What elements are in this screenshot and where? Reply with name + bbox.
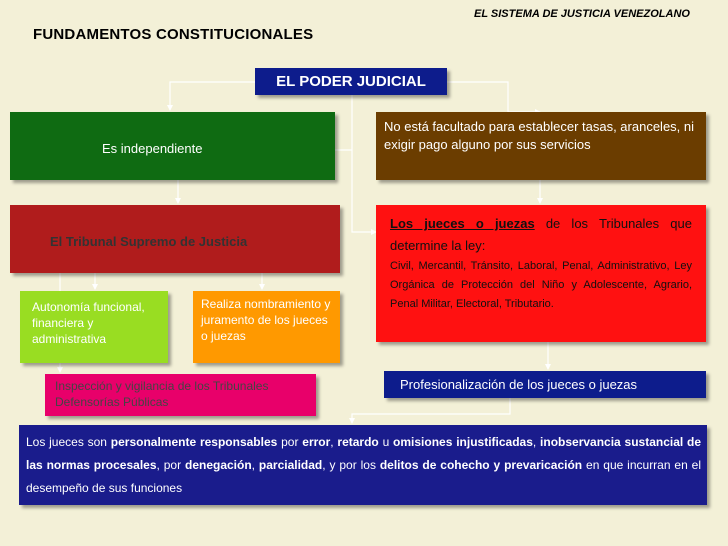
resp-text-4: u: [378, 435, 394, 449]
resp-text-5: ,: [532, 435, 541, 449]
resp-bold-7: parcialidad: [258, 458, 323, 472]
page-title: FUNDAMENTOS CONSTITUCIONALES: [33, 26, 314, 43]
resp-text-8: , y por los: [322, 458, 380, 472]
independiente-box: [10, 112, 335, 180]
resp-text-2: por: [277, 435, 303, 449]
resp-bold-8: delitos de cohecho y prevaricación: [379, 458, 583, 472]
presentation-subtitle: EL SISTEMA DE JUSTICIA VENEZOLANO: [474, 8, 690, 20]
tribunal-supremo-box: [10, 205, 340, 273]
jueces-lead-bold: Los jueces o juezas: [390, 216, 535, 231]
poder-judicial-box: EL PODER JUDICIAL: [255, 68, 447, 95]
connector-root-to-tasas: [447, 82, 540, 112]
jueces-list: Civil, Mercantil, Tránsito, Laboral, Penal, Administrativo, Ley Orgánica de Protección del Niño y Adolescente, Agrario, Penal Militar, Electoral, Tributario.: [390, 260, 692, 310]
resp-bold-1: personalmente responsables: [110, 435, 278, 449]
resp-text-1: Los jueces son: [26, 435, 111, 449]
resp-bold-2: error: [302, 435, 331, 449]
profesionalizacion-box: Profesionalización de los jueces o juezas: [384, 371, 706, 398]
resp-text-9: en que incurran en el desempeño de sus funciones: [26, 458, 701, 495]
jueces-lead-rest: de los Tribunales que determine la ley:: [390, 216, 692, 253]
resp-bold-6: denegación: [184, 458, 252, 472]
connector-to-responsabilidad: [352, 398, 510, 423]
resp-bold-5: inobservancia sustancial de las normas procesales: [26, 435, 702, 472]
resp-bold-3: retardo: [337, 435, 379, 449]
connector-root-to-jueces: [352, 95, 376, 232]
responsabilidad-box: [19, 425, 707, 505]
inspeccion-box: [45, 374, 316, 416]
connector-root-to-independiente: [170, 82, 255, 110]
resp-text-7: ,: [251, 458, 259, 472]
nombramiento-box: Realiza nombramiento y juramento de los jueces o juezas: [193, 291, 340, 363]
tasas-box: No está facultado para establecer tasas, aranceles, ni exigir pago alguno por sus servicios: [376, 112, 706, 180]
inspeccion-line2: Defensorías Públicas: [55, 395, 169, 409]
resp-bold-4: omisiones injustificadas: [393, 435, 533, 449]
resp-text-3: ,: [330, 435, 338, 449]
autonomia-box: Autonomía funcional, financiera y administrativa: [20, 291, 168, 363]
resp-text-6: , por: [156, 458, 185, 472]
jueces-tribunales-box: [376, 205, 706, 342]
inspeccion-line1: Inspección y vigilancia de los Tribunales: [55, 379, 269, 393]
independiente-label: Es independiente: [102, 141, 203, 156]
tribunal-supremo-label: El Tribunal Supremo de Justicia: [50, 234, 248, 249]
jueces-lead: [390, 213, 692, 257]
